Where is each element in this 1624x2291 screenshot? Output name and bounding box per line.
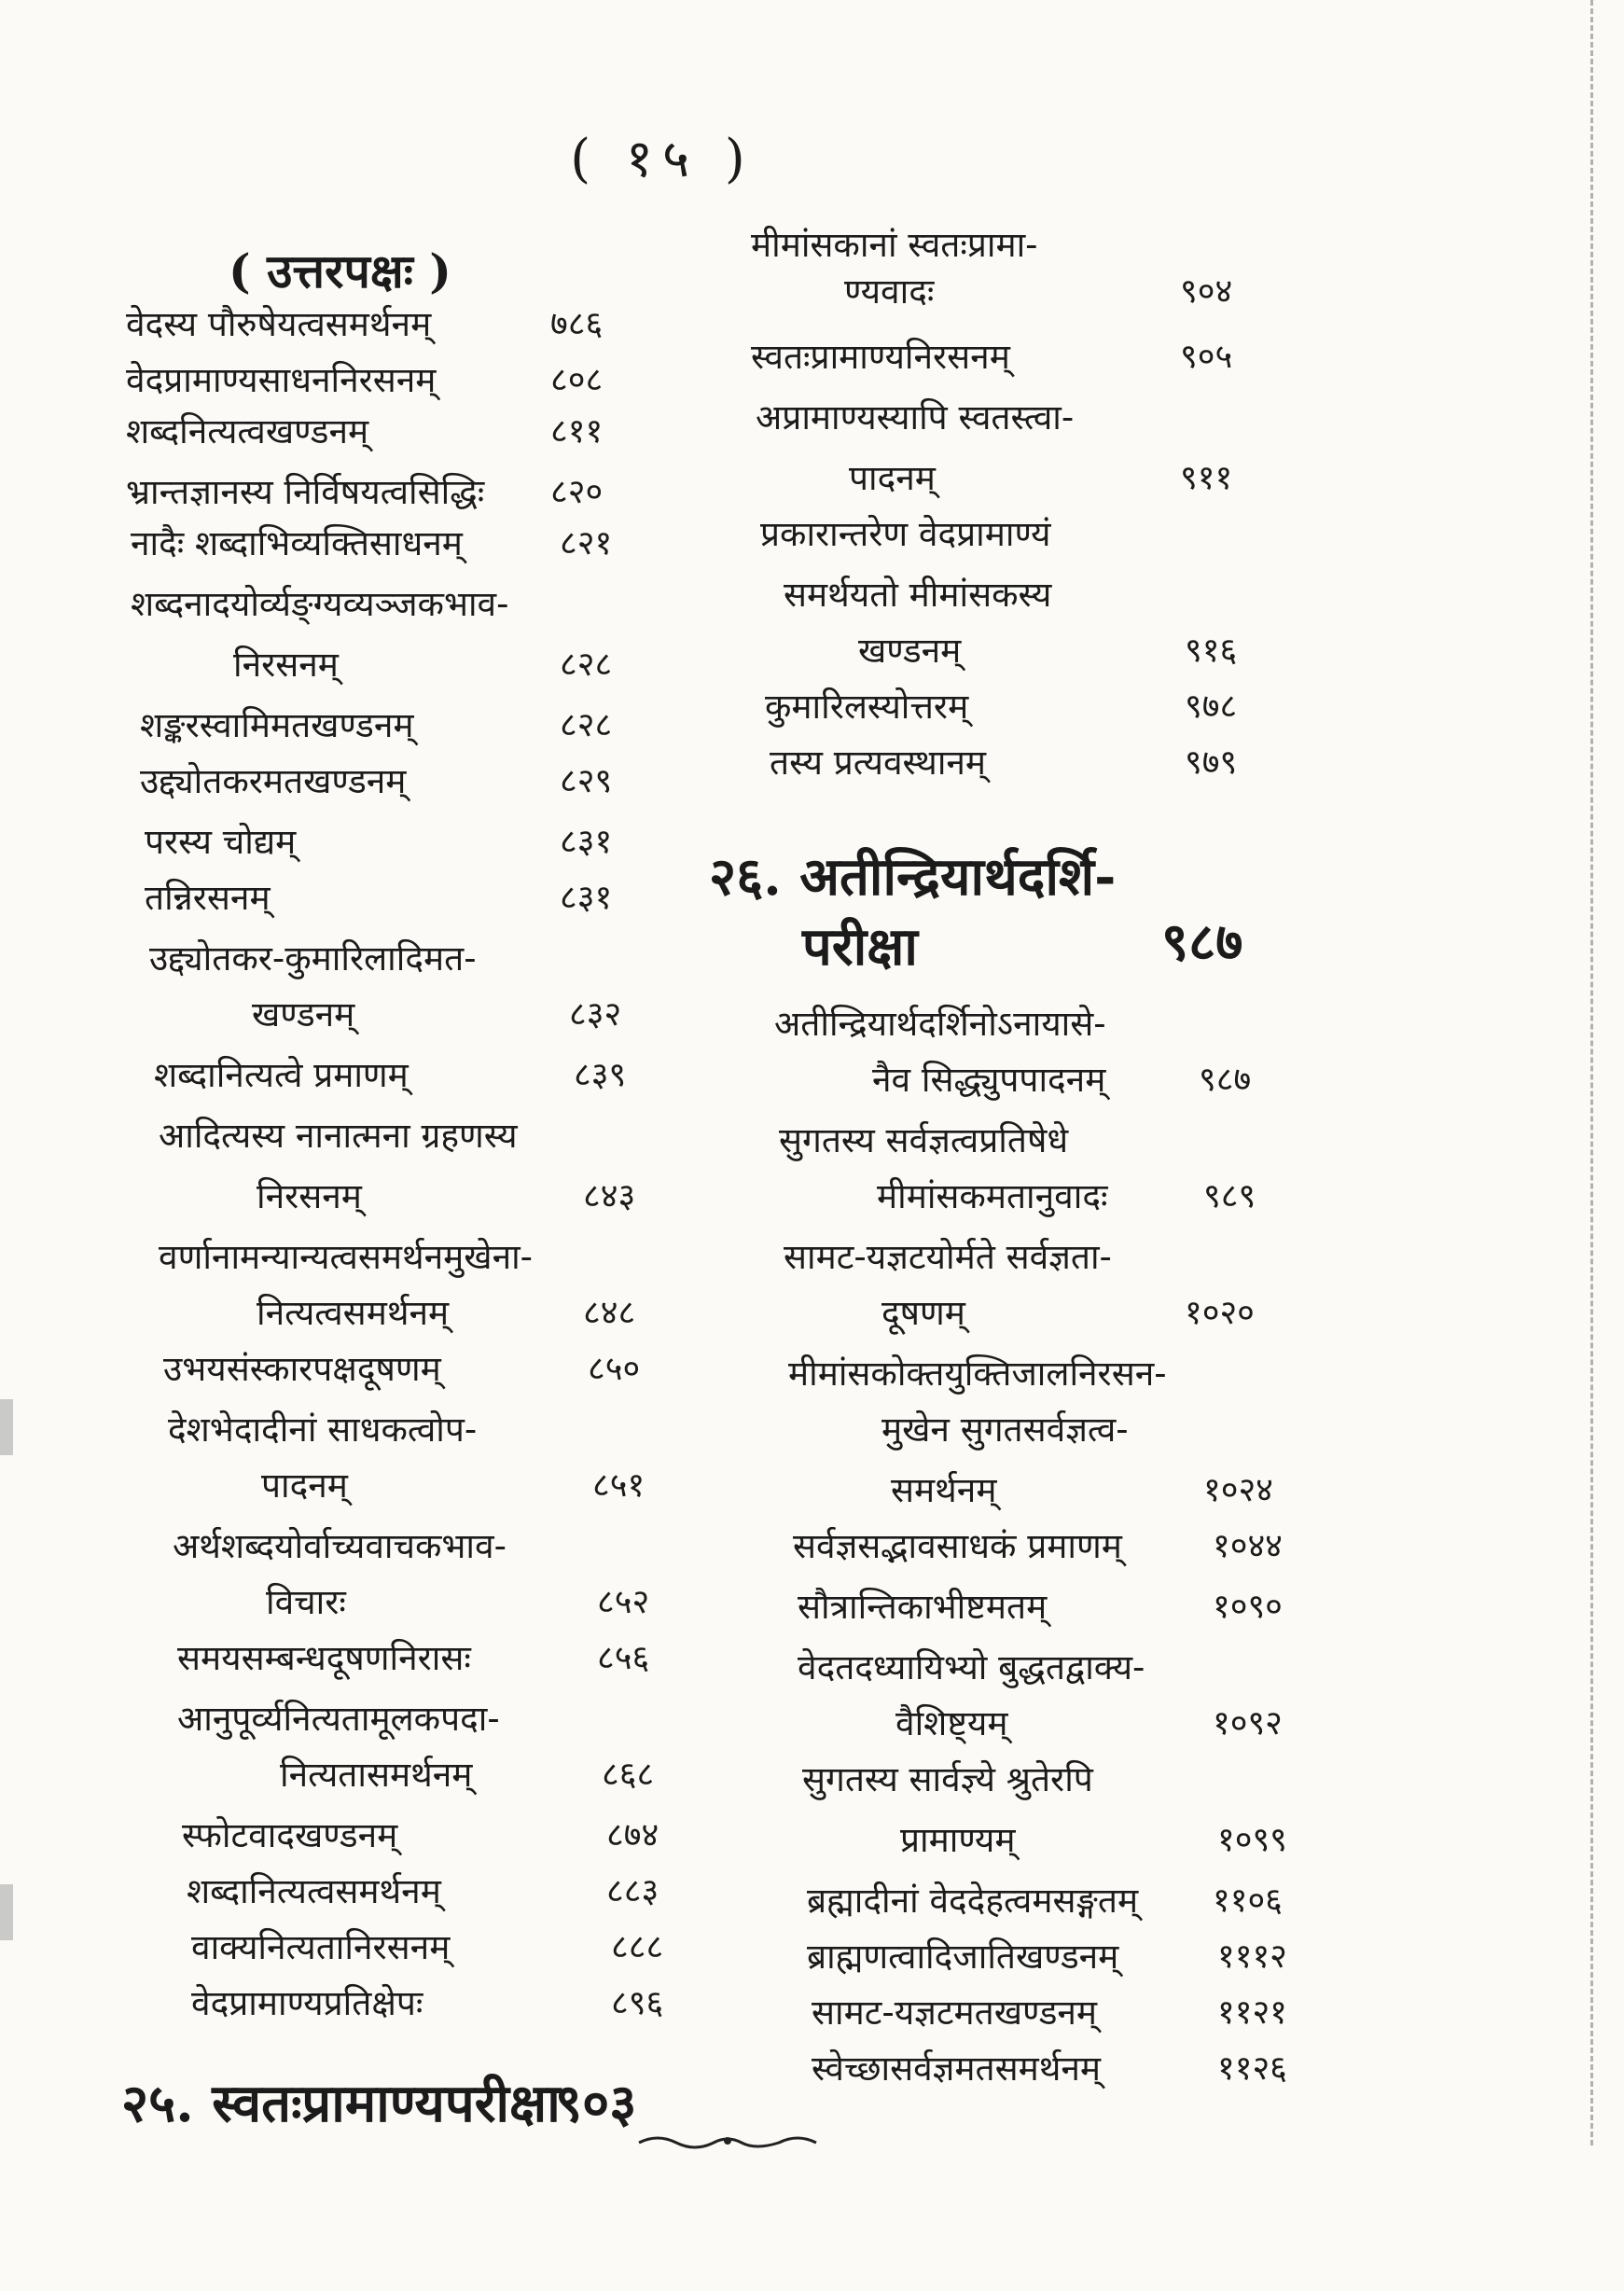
right-bottom-entry-text: ब्रह्मादीनां वेददेहत्वमसङ्गतम् xyxy=(807,1881,1139,1921)
right-bottom-entry-text: सामट-यज्ञटयोर्मते सर्वज्ञता- xyxy=(784,1237,1112,1277)
right-top-entry-page: ९११ xyxy=(1180,459,1233,497)
left-entry-page: ७८६ xyxy=(550,305,604,343)
left-entry-page: ८३९ xyxy=(574,1056,627,1094)
right-top-entry-text: कुमारिलस्योत्तरम् xyxy=(765,687,969,727)
right-top-entry-text: समर्थयतो मीमांसकस्य xyxy=(784,575,1052,615)
section-25-title: २५. स्वतःप्रामाण्यपरीक्षा xyxy=(121,2073,561,2134)
left-entry-page: ८५० xyxy=(588,1350,641,1388)
right-bottom-entry-page: ११०६ xyxy=(1213,1881,1283,1920)
left-entry-page: ८९६ xyxy=(611,1984,664,2022)
right-bottom-entry-page: ९८७ xyxy=(1199,1061,1252,1099)
left-entry-text: तन्निरसनम् xyxy=(145,878,271,918)
right-top-entry-text: पादनम् xyxy=(849,458,936,498)
left-entry-text: पादनम् xyxy=(261,1465,348,1506)
right-bottom-entry-text: मीमांसकोक्तयुक्तिजालनिरसन- xyxy=(788,1354,1167,1394)
left-entry-page: ८२० xyxy=(550,473,604,511)
left-heading: ( उत्तरपक्षः ) xyxy=(229,243,451,299)
right-bottom-entry-page: १०९२ xyxy=(1213,1704,1283,1743)
left-entry-text: शब्दानित्यत्वे प्रमाणम् xyxy=(154,1055,409,1095)
left-entry-text: आदित्यस्य नानात्मना ग्रहणस्य xyxy=(159,1116,518,1156)
left-entry-text: वेदस्य पौरुषेयत्वसमर्थनम् xyxy=(126,304,432,344)
left-entry-text: स्फोटवादखण्डनम् xyxy=(182,1815,398,1855)
left-entry-text: विचारः xyxy=(266,1582,346,1622)
left-entry-text: उभयसंस्कारपक्षदूषणम् xyxy=(163,1349,441,1389)
right-bottom-entry-page: १११२ xyxy=(1217,1937,1287,1976)
left-entry-text: निरसनम् xyxy=(257,1176,362,1216)
section-26-title-line1: २६. अतीन्द्रियार्थदर्शि- xyxy=(709,846,1117,908)
left-entry-text: वर्णानामन्यान्यत्वसमर्थनमुखेना- xyxy=(159,1237,534,1277)
page-edge-mark xyxy=(0,1884,13,1940)
right-bottom-entry-text: ब्राह्मणत्वादिजातिखण्डनम् xyxy=(807,1937,1119,1977)
left-entry-page: ८०८ xyxy=(550,361,604,399)
left-entry-text: भ्रान्तज्ञानस्य निर्विषयत्वसिद्धिः xyxy=(126,472,485,512)
right-bottom-entry-text: समर्थनम् xyxy=(891,1470,997,1510)
left-entry-page: ८२१ xyxy=(560,524,613,562)
left-entry-text: समयसम्बन्धदूषणनिरासः xyxy=(177,1638,471,1678)
left-entry-text: आनुपूर्व्यनित्यतामूलकपदा- xyxy=(177,1699,500,1739)
right-bottom-entry-page: १०९० xyxy=(1213,1588,1283,1626)
left-entry-text: वेदप्रामाण्यसाधननिरसनम् xyxy=(126,360,437,400)
right-bottom-entry-text: नैव सिद्ध्युपपादनम् xyxy=(872,1060,1106,1100)
left-entry-page: ८८३ xyxy=(606,1872,659,1910)
section-26-title-line2: परीक्षा xyxy=(802,916,918,978)
right-top-entry-text: तस्य प्रत्यवस्थानम् xyxy=(770,743,987,783)
right-top-entry-text: खण्डनम् xyxy=(858,631,962,671)
right-bottom-entry-text: सुगतस्य सर्वज्ञत्वप्रतिषेधे xyxy=(779,1120,1069,1160)
right-bottom-entry-page: १०९९ xyxy=(1217,1821,1287,1859)
left-entry-page: ८७४ xyxy=(606,1816,659,1854)
left-entry-page: ८३२ xyxy=(569,995,622,1034)
right-top-entry-page: ९१६ xyxy=(1185,632,1238,670)
left-entry-page: ८२८ xyxy=(560,706,613,744)
right-top-entry-page: ९०४ xyxy=(1180,272,1233,311)
left-entry-page: ८५१ xyxy=(592,1466,645,1505)
left-entry-page: ८५२ xyxy=(597,1583,650,1621)
right-bottom-entry-text: सर्वज्ञसद्भावसाधकं प्रमाणम् xyxy=(793,1526,1122,1566)
right-top-entry-text: स्वतःप्रामाण्यनिरसनम् xyxy=(751,337,1010,377)
right-top-entry-text: ण्यवादः xyxy=(844,271,935,312)
left-entry-page: ८४८ xyxy=(583,1294,636,1332)
right-top-entry-page: ९०५ xyxy=(1180,338,1233,376)
left-entry-page: ८६८ xyxy=(602,1756,655,1794)
left-entry-text: वाक्यनित्यतानिरसनम् xyxy=(191,1927,451,1967)
end-ornament xyxy=(634,2131,821,2150)
left-entry-text: नादैः शब्दाभिव्यक्तिसाधनम् xyxy=(131,523,463,563)
right-bottom-entry-text: सुगतस्य सार्वज्ञ्ये श्रुतेरपि xyxy=(802,1759,1093,1799)
section-25-page: ९०३ xyxy=(555,2073,637,2134)
page-number: ( १५ ) xyxy=(570,129,755,189)
left-entry-text: वेदप्रामाण्यप्रतिक्षेपः xyxy=(191,1983,423,2023)
left-entry-text: शङ्करस्वामिमतखण्डनम् xyxy=(140,705,414,745)
right-bottom-entry-text: दूषणम् xyxy=(881,1293,965,1333)
left-entry-page: ८२९ xyxy=(560,762,613,800)
right-bottom-entry-text: सामट-यज्ञटमतखण्डनम् xyxy=(812,1992,1098,2033)
right-bottom-entry-page: ११२६ xyxy=(1217,2049,1287,2088)
left-entry-text: नित्यतासमर्थनम् xyxy=(280,1755,473,1795)
right-top-entry-page: ९७८ xyxy=(1185,687,1238,726)
right-bottom-entry-page: १०४४ xyxy=(1213,1527,1283,1565)
right-bottom-entry-page: १०२० xyxy=(1185,1294,1255,1332)
left-entry-text: देशभेदादीनां साधकत्वोप- xyxy=(168,1409,478,1450)
right-bottom-entry-text: सौत्रान्तिकाभीष्टमतम् xyxy=(798,1587,1048,1627)
right-bottom-entry-page: ९८९ xyxy=(1203,1177,1256,1215)
right-top-entry-text: मीमांसकानां स्वतःप्रामा- xyxy=(751,225,1038,265)
left-entry-text: शब्दनादयोर्व्यङ्ग्यव्यञ्जकभाव- xyxy=(131,584,509,624)
right-bottom-entry-text: प्रामाण्यम् xyxy=(900,1820,1016,1860)
right-top-entry-text: प्रकारान्तरेण वेदप्रामाण्यं xyxy=(760,514,1051,554)
left-entry-page: ८३१ xyxy=(560,879,613,917)
right-bottom-entry-text: स्वेच्छासर्वज्ञमतसमर्थनम् xyxy=(812,2048,1102,2089)
left-entry-page: ८२८ xyxy=(560,646,613,684)
right-bottom-entry-text: मुखेन सुगतसर्वज्ञत्व- xyxy=(881,1409,1129,1450)
right-top-entry-text: अप्रामाण्यस्यापि स्वतस्त्वा- xyxy=(756,397,1075,437)
left-entry-text: खण्डनम् xyxy=(252,994,355,1034)
left-entry-page: ८४३ xyxy=(583,1177,636,1215)
margin-dash-line xyxy=(1590,0,1593,2145)
left-entry-page: ८११ xyxy=(550,412,604,451)
left-entry-page: ८५६ xyxy=(597,1639,650,1677)
page-edge-mark xyxy=(0,1399,13,1455)
right-bottom-entry-page: ११२१ xyxy=(1217,1993,1287,2032)
right-bottom-entry-text: वैशिष्ट्यम् xyxy=(895,1703,1008,1743)
section-26-page: ९८७ xyxy=(1161,911,1243,973)
left-entry-text: शब्दानित्यत्वसमर्थनम् xyxy=(187,1871,441,1911)
left-entry-text: परस्य चोद्यम् xyxy=(145,822,297,862)
left-entry-page: ८८८ xyxy=(611,1928,664,1966)
left-entry-text: अर्थशब्दयोर्वाच्यवाचकभाव- xyxy=(173,1526,507,1566)
left-entry-page: ८३१ xyxy=(560,823,613,861)
left-entry-text: नित्यत्वसमर्थनम् xyxy=(257,1293,450,1333)
left-entry-text: उद्द्योतकरमतखण्डनम् xyxy=(140,761,407,801)
right-bottom-entry-text: वेदतदध्यायिभ्यो बुद्धतद्वाक्य- xyxy=(798,1647,1145,1687)
left-entry-text: शब्दनित्यत्वखण्डनम् xyxy=(126,411,369,451)
left-entry-text: उद्द्योतकर-कुमारिलादिमत- xyxy=(149,938,477,979)
right-bottom-entry-text: अतीन्द्रियार्थदर्शिनोऽनायासे- xyxy=(774,1004,1106,1044)
right-bottom-entry-text: मीमांसकमतानुवादः xyxy=(877,1176,1108,1216)
right-top-entry-page: ९७९ xyxy=(1185,743,1238,782)
right-bottom-entry-page: १०२४ xyxy=(1203,1471,1273,1509)
left-entry-text: निरसनम् xyxy=(233,645,339,685)
